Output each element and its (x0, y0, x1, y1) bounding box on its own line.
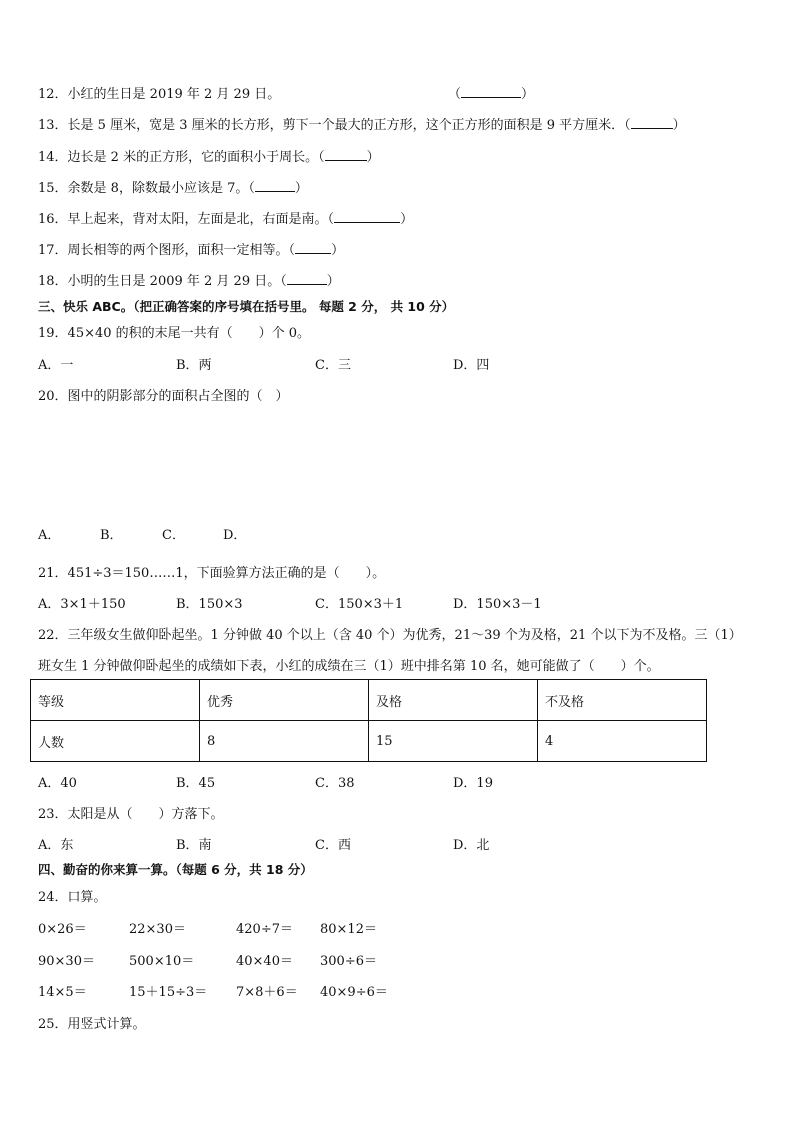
option-b[interactable]: B．南 (176, 838, 212, 853)
table-cell: 优秀 (200, 680, 369, 721)
question-text: 15．余数是 8，除数最小应该是 7。 (38, 181, 249, 196)
option-d[interactable]: D．四 (453, 358, 490, 373)
question-20-text: 20．图中的阴影部分的面积占全图的（ ） (38, 389, 289, 404)
calc-item: 80×12＝ (320, 922, 377, 937)
option-a[interactable]: A．东 (38, 838, 74, 853)
calc-item: 14×5＝ (38, 985, 87, 1000)
option-b[interactable]: B． (100, 528, 123, 543)
table-cell: 等级 (31, 680, 200, 721)
option-d[interactable]: D．150×3－1 (453, 597, 542, 612)
question-13 (38, 114, 686, 133)
option-b[interactable]: B．45 (176, 776, 216, 791)
question-text: 14．边长是 2 米的正方形，它的面积小于周长。 (38, 150, 319, 165)
option-c[interactable]: C．150×3＋1 (315, 597, 404, 612)
question-16 (38, 208, 413, 227)
answer-blank[interactable] (461, 85, 521, 98)
option-c[interactable]: C． (162, 528, 185, 543)
question-19-text: 19．45×40 的积的末尾一共有（ ）个 0。 (38, 326, 311, 341)
table-cell: 15 (369, 721, 538, 762)
option-a[interactable]: A．一 (38, 358, 74, 373)
table-cell: 人数 (31, 721, 200, 762)
option-a[interactable]: A．40 (38, 776, 77, 791)
calc-item: 420÷7＝ (236, 922, 293, 937)
table-cell: 4 (538, 721, 707, 762)
answer-blank[interactable] (287, 272, 327, 285)
answer-blank[interactable] (631, 116, 673, 129)
table-cell: 不及格 (538, 680, 707, 721)
calc-item: 40×40＝ (236, 954, 293, 969)
option-b[interactable]: B．两 (176, 358, 212, 373)
calc-item: 15＋15÷3＝ (129, 985, 208, 1000)
question-text: 16．早上起来，背对太阳，左面是北，右面是南。 (38, 212, 328, 227)
option-d[interactable]: D．19 (453, 776, 493, 791)
question-24-text: 24．口算。 (38, 890, 107, 905)
answer-paren: （ ） (248, 181, 308, 196)
option-d[interactable]: D．北 (453, 838, 490, 853)
calc-item: 7×8＋6＝ (236, 985, 298, 1000)
question-22-line-2: 班女生 1 分钟做仰卧起坐的成绩如下表，小红的成绩在三（1）班中排名第 10 名，她可能做了（ ）个。 (38, 659, 660, 674)
section-4-title: 四、勤奋的你来算一算。（每题 6 分，共 18 分） (38, 862, 313, 877)
option-a[interactable]: A． (38, 528, 61, 543)
calc-item: 0×26＝ (38, 922, 87, 937)
option-b[interactable]: B．150×3 (176, 597, 243, 612)
question-15 (38, 177, 308, 196)
calc-item: 90×30＝ (38, 954, 95, 969)
question-text: 13．长是 5 厘米，宽是 3 厘米的长方形，剪下一个最大的正方形，这个正方形的面积是 9 平方厘米． (38, 118, 625, 133)
table-row (31, 721, 707, 762)
table-header-row (31, 680, 707, 721)
answer-blank[interactable] (295, 241, 331, 254)
answer-paren: （ ） (288, 243, 345, 258)
answer-blank[interactable] (325, 148, 367, 161)
option-a[interactable]: A．3×1＋150 (38, 597, 126, 612)
option-c[interactable]: C．西 (315, 838, 351, 853)
calc-item: 500×10＝ (129, 954, 195, 969)
question-23-text: 23．太阳是从（ ）方落下。 (38, 807, 224, 822)
score-table (30, 679, 707, 762)
answer-paren: （ ） (448, 87, 535, 102)
calc-item: 40×9÷6＝ (320, 985, 388, 1000)
calc-item: 300÷6＝ (320, 954, 377, 969)
option-d[interactable]: D． (223, 528, 247, 543)
section-3-title: 三、快乐 ABC。（把正确答案的序号填在括号里。 每题 2 分， 共 10 分） (38, 299, 455, 314)
option-c[interactable]: C．三 (315, 358, 351, 373)
question-text: 18．小明的生日是 2009 年 2 月 29 日。 (38, 274, 281, 289)
answer-blank[interactable] (255, 179, 295, 192)
option-c[interactable]: C．38 (315, 776, 355, 791)
question-text: 17．周长相等的两个图形，面积一定相等。 (38, 243, 289, 258)
answer-blank[interactable] (334, 210, 400, 223)
calc-item: 22×30＝ (129, 922, 186, 937)
question-25-text: 25．用竖式计算。 (38, 1017, 146, 1032)
question-21-text: 21．451÷3＝150……1，下面验算方法正确的是（ ）。 (38, 566, 386, 581)
question-12 (38, 83, 535, 102)
answer-paren: （ ） (318, 150, 380, 165)
question-18 (38, 270, 340, 289)
question-14 (38, 146, 380, 165)
question-22-line-1: 22．三年级女生做仰卧起坐。1 分钟做 40 个以上（含 40 个）为优秀，21～39 个为及格，21 个以下为不及格。三（1） (38, 628, 742, 643)
answer-paren: （ ） (624, 118, 686, 133)
table-cell: 及格 (369, 680, 538, 721)
table-cell: 8 (200, 721, 369, 762)
answer-paren: （ ） (280, 274, 340, 289)
question-17 (38, 239, 344, 258)
answer-paren: （ ） (327, 212, 414, 227)
question-text: 12．小红的生日是 2019 年 2 月 29 日。 (38, 87, 281, 102)
